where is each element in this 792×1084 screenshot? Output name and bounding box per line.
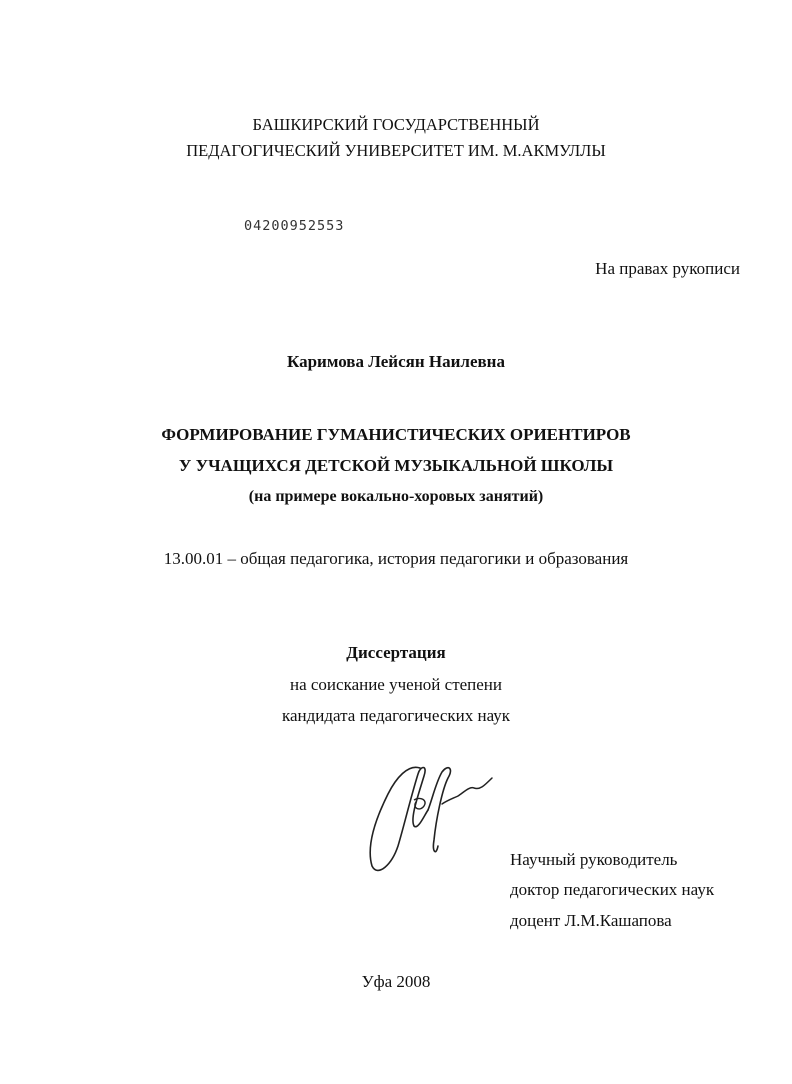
supervisor-label: Научный руководитель xyxy=(510,850,678,869)
author-name: Каримова Лейсян Наилевна xyxy=(287,352,505,371)
handwritten-signature xyxy=(358,760,498,880)
university-name-line1: БАШКИРСКИЙ ГОСУДАРСТВЕННЫЙ xyxy=(252,115,540,134)
thesis-title-line1: ФОРМИРОВАНИЕ ГУМАНИСТИЧЕСКИХ ОРИЕНТИРОВ xyxy=(161,425,631,444)
supervisor-name: доцент Л.М.Кашапова xyxy=(510,911,672,930)
city-year: Уфа 2008 xyxy=(361,972,431,991)
university-name-line2: ПЕДАГОГИЧЕСКИЙ УНИВЕРСИТЕТ ИМ. М.АКМУЛЛЫ xyxy=(186,141,606,160)
catalog-code: 04200952553 xyxy=(244,218,345,234)
thesis-subtitle: (на примере вокально-хоровых занятий) xyxy=(248,488,544,505)
degree-field-line: кандидата педагогических наук xyxy=(281,706,511,725)
dissertation-label: Диссертация xyxy=(346,643,446,662)
specialty-code: 13.00.01 – общая педагогика, история педагогики и образования xyxy=(163,549,629,568)
degree-line: на соискание ученой степени xyxy=(289,675,503,694)
rights-note: На правах рукописи xyxy=(595,259,740,278)
supervisor-degree: доктор педагогических наук xyxy=(510,880,715,899)
thesis-title-line2: У УЧАЩИХСЯ ДЕТСКОЙ МУЗЫКАЛЬНОЙ ШКОЛЫ xyxy=(178,456,614,475)
